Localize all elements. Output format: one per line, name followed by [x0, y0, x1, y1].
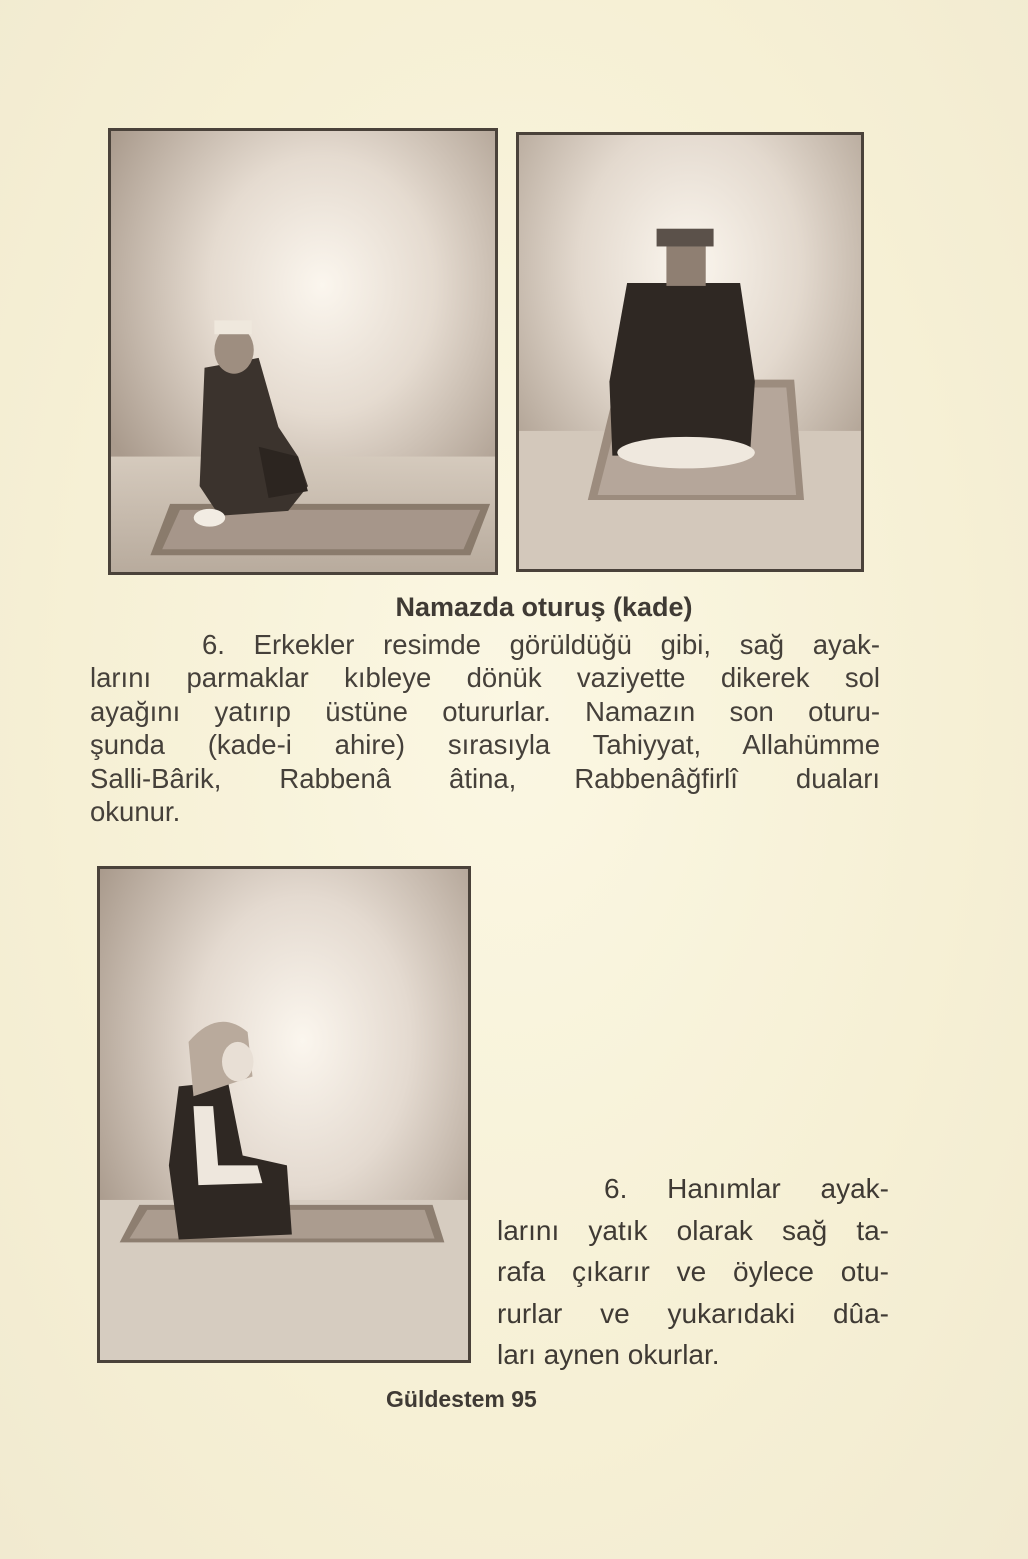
side-paragraph — [497, 1168, 889, 1376]
woman-sitting-side-view-photo — [97, 866, 471, 1363]
paragraph-line: okunur. — [90, 796, 181, 828]
man-sitting-side-view-photo — [108, 128, 498, 575]
side-line: rurlar ve yukarıdaki dûa- — [497, 1297, 889, 1329]
side-line: ları aynen okurlar. — [497, 1339, 720, 1370]
paragraph-line: larını parmaklar kıbleye dönük vaziyette dikerek sol — [90, 662, 880, 694]
side-line: larını yatık olarak sağ ta- — [497, 1214, 889, 1246]
paragraph-line: şunda (kade-i ahire) sırasıyla Tahiyyat, Allahümme — [90, 729, 880, 761]
paragraph-line: 6. Erkekler resimde görüldüğü gibi, sağ ayak- — [202, 629, 880, 660]
figure-caption: Namazda oturuş (kade) — [395, 592, 693, 622]
page-number: Güldestem 95 — [386, 1386, 537, 1412]
paragraph-line: ayağını yatırıp üstüne otururlar. Namazın son oturu- — [90, 695, 880, 727]
side-line: rafa çıkarır ve öylece otu- — [497, 1256, 889, 1287]
paragraph-line: Salli-Bârik, Rabbenâ âtina, Rabbenâğfirlî duaları — [90, 762, 880, 794]
side-line: 6. Hanımlar ayak- — [604, 1173, 889, 1204]
man-sitting-back-view-photo — [516, 132, 864, 572]
main-paragraph — [90, 628, 880, 828]
